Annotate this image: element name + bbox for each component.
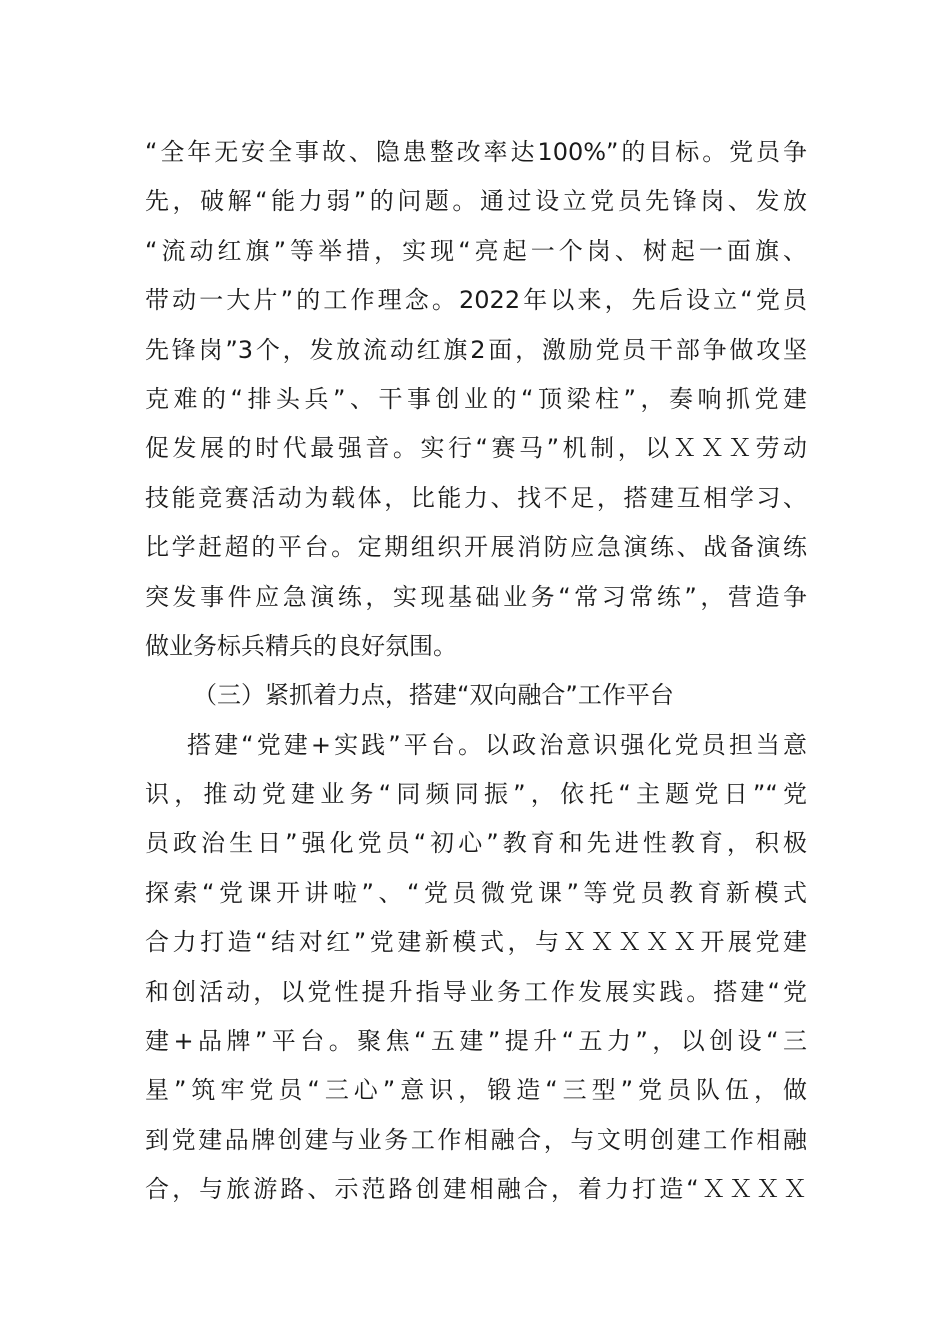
text-line: 识，推动党建业务“同频同振”，依托“主题党日”“党 <box>145 780 807 809</box>
text-line: “流动红旗”等举措，实现“亮起一个岗、树起一面旗、 <box>145 236 807 265</box>
text-line: 比学赶超的平台。定期组织开展消防应急演练、战备演练 <box>145 533 807 562</box>
text-line: 到党建品牌创建与业务工作相融合，与文明创建工作相融 <box>145 1125 807 1154</box>
text-line: 员政治生日”强化党员“初心”教育和先进性教育，积极 <box>145 829 807 858</box>
text-line: 克难的“排头兵”、干事创业的“顶梁柱”，奏响抓党建 <box>145 384 807 413</box>
text-line: 合，与旅游路、示范路创建相融合，着力打造“ＸＸＸＸ <box>145 1175 807 1204</box>
text-line: 做业务标兵精兵的良好氛围。 <box>145 631 457 660</box>
text-line: 技能竞赛活动为载体，比能力、找不足，搭建互相学习、 <box>145 483 807 512</box>
text-line: 促发展的时代最强音。实行“赛马”机制，以ＸＸＸ劳动 <box>145 434 807 463</box>
text-line: 先锋岗”3个，发放流动红旗2面，激励党员干部争做攻坚 <box>145 335 807 364</box>
text-line: “全年无安全事故、隐患整改率达100%”的目标。党员争 <box>145 138 807 166</box>
document-body <box>145 128 807 1215</box>
text-line: 和创活动，以党性提升指导业务工作发展实践。搭建“党 <box>145 977 807 1006</box>
section-heading: （三）紧抓着力点，搭建“双向融合”工作平台 <box>193 681 674 710</box>
text-line: 突发事件应急演练，实现基础业务“常习常练”，营造争 <box>145 582 807 611</box>
text-line: 带动一大片”的工作理念。2022年以来，先后设立“党员 <box>145 286 807 315</box>
text-line: 搭建“党建+实践”平台。以政治意识强化党员担当意 <box>187 730 807 759</box>
text-line: 合力打造“结对红”党建新模式，与ＸＸＸＸＸ开展党建 <box>145 928 807 957</box>
text-line: 探索“党课开讲啦”、“党员微党课”等党员教育新模式 <box>145 878 807 907</box>
text-line: 星”筑牢党员“三心”意识，锻造“三型”党员队伍，做 <box>145 1076 807 1105</box>
text-line: 建+品牌”平台。聚焦“五建”提升“五力”，以创设“三 <box>145 1027 807 1056</box>
text-line: 先，破解“能力弱”的问题。通过设立党员先锋岗、发放 <box>145 187 807 216</box>
